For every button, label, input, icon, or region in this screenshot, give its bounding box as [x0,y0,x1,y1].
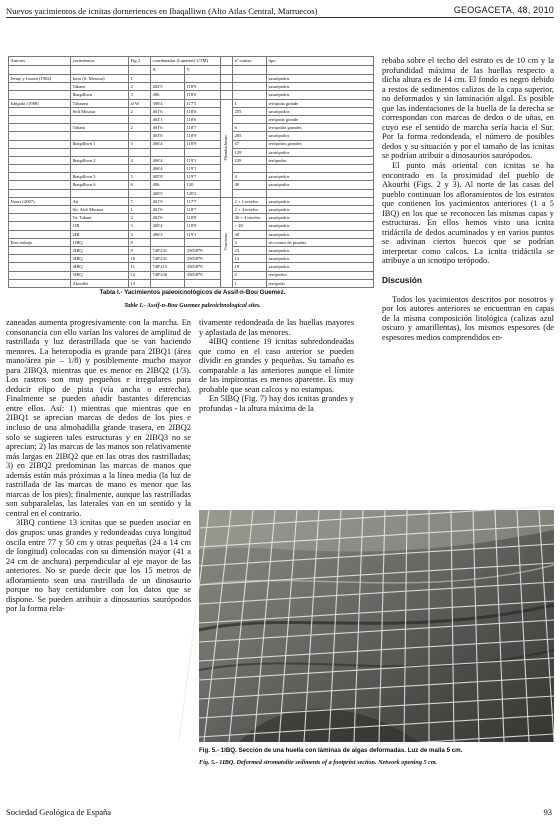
table-cell [71,165,129,173]
col-header-tipo: tipo [267,57,374,66]
table-cell: Ibaqalliwn 2 [71,156,129,164]
table-cell [9,91,71,99]
table-cell: terópoda grande [267,99,374,107]
figure-caption-es: Fig. 5.- 1IBQ. Sección de una huella con láminas de algas deformadas. Luz de malla 5 cm. [199,747,463,754]
table-subheader-row [9,66,374,75]
table-cell: 40 [233,181,267,189]
stage-label: Pliensbachiense [222,134,228,161]
table-row [9,165,374,173]
table-row [9,115,374,123]
table-cell: 2 [129,107,151,115]
table-cell: Ishigaki (1988) [9,99,71,107]
table-cell [151,279,185,287]
table-row [9,206,374,214]
paragraph: zaneadas aumenta progresivamente con la marcha. En consonancia con ello varían los valores de amplitud de rastrillada y luz derastrillada que se van haciendo menores. La heteropodia es grande para 2IBQ1 (área mano/área pie – 1/8) y posiblemente mucho mayor para 2IBQ3, mientras que es menor en 2IBQ2 (1/3). Los rastros son muy pequeños e irregulares para deducir elipo de pista (vía ancha o estrecha). Finalmente se pueden añadir bastantes diferencias entre ellos. Así: 1) mientras que mientras que en 2IBQ1 se aprecian marcas de dedos de los pies e incluso de una almohadilla grande trasera, en 2IBQ2 solo se sugieren tales estructuras y en 2IBQ3 no se aprecian; 2) las marcas de las manos son relativamente más largas en 2IBQ2 que en las otras dos rastrilladas; 3) en 2IBQ2 predominan las marcas de manos que además están más próximas a la línea media (la luz de rastrillada de las marcas de mano es menor que las marcas de los pies); finalmente, aunque las rastrilladas son subparalelas, las laterales van en un sentido y la central en el contrario. [6,318,191,518]
table-cell [9,255,71,263]
table-cell [9,246,71,254]
table-cell: 118'6 [185,107,221,115]
table-cell: 748'215 [151,263,185,271]
table-cell: 401'6 [151,107,185,115]
table-cell: saurópodos [267,230,374,238]
table-cell: 2 [129,124,151,132]
table-cell: Izrar (S. Moussa) [71,75,129,83]
table-row [9,197,374,205]
table-cell [71,132,129,140]
table-cell: terópoda grande [267,115,374,123]
table-cell: 405'8 [151,173,185,181]
table-cell: 120 [185,181,221,189]
table-cell [151,75,185,83]
table-cell: 119'1 [185,230,221,238]
table-row [9,173,374,181]
table-cell: 1 [233,279,267,287]
table-cell: saurópodos [267,206,374,214]
table-cell: 401'6 [151,124,185,132]
table-cell: 3505879 [185,246,221,254]
table-cell: Sidi Moussa [71,107,129,115]
table-cell [185,148,221,156]
table-cell-band [221,99,233,197]
table-cell [129,115,151,123]
table-cell: saurópodos [267,75,374,83]
table-cell: Tabant [71,83,129,91]
table-cell [129,132,151,140]
table-cell: 9 [129,246,151,254]
table-cell: 3IBQ [71,255,129,263]
table-cell: 117'7 [185,197,221,205]
table-caption-en: Table I.- Assif-n-Bou Guemez paleoichnological sites. [124,302,261,309]
table-cell: 19 [233,263,267,271]
figure-caption-en: Fig. 5.- 1IBQ. Deformed stromatolite sediments of a footprint section. Network opening 5 cm. [199,759,438,766]
table-cell: 23 [233,246,267,254]
table-cell: 406'4 [151,165,185,173]
table-cell: Ta. Tabant [71,214,129,222]
table-cell: Ibaqalliwn [71,91,129,99]
table-cell: Akourbi [71,279,129,287]
table-cell [185,279,221,287]
table-cell: > 40 [233,222,267,230]
table-cell: 117'5 [185,99,221,107]
table-row [9,91,374,99]
table-cell [185,238,221,246]
table-row [9,271,374,279]
table-cell [9,206,71,214]
table-cell [233,91,267,99]
table-row [9,124,374,132]
table-cell: terópodas grandes [267,140,374,148]
running-header-title: Nuevos yacimientos de icnitas dorneriences en Ibaqalliwn (Alto Atlas Central, Marruecos) [6,6,318,16]
table-cell [233,165,267,173]
table-cell: 8 [129,238,151,246]
table-cell: Tabant [71,124,129,132]
table-cell: Ait [71,197,129,205]
table-cell [233,189,267,197]
table-cell [9,132,71,140]
table-cell: 13 [233,255,267,263]
table-cell [9,173,71,181]
table-cell: 10 [129,255,151,263]
table-cell: Nouri (2007) [9,197,71,205]
table-cell: saurópodos [267,132,374,140]
table-cell: 118'8 [185,214,221,222]
table-cell: 1IB [71,222,129,230]
table-cell: 6 [233,124,267,132]
table-cell [233,115,267,123]
table-cell: saurópodos [267,107,374,115]
table-cell [9,181,71,189]
table-cell: 401'9 [151,197,185,205]
table-cell: saurópodos [267,263,374,271]
stage-label: Toarciense [222,233,228,251]
table-cell: 748'231 [151,246,185,254]
col-subheader-x: X [151,66,185,75]
table-cell: 118'9 [185,140,221,148]
table-row [9,99,374,107]
paragraph: tivamente redondeada de las huellas mayores y aplastada de las menores. [199,318,354,337]
header-rule [6,17,554,18]
table-cell: 3505879 [185,271,221,279]
table-row [9,238,374,246]
page-number: 93 [543,807,552,817]
table-row [9,230,374,238]
table-cell: terópodos [267,271,374,279]
footprint-section-photo [199,510,554,742]
table-cell: 748'236 [151,271,185,279]
table-cell [129,148,151,156]
table-cell: terópodas grandes [267,124,374,132]
text-column-2 [199,318,354,413]
table-cell: 401'6 [151,206,185,214]
table-cell: 119'1 [185,165,221,173]
table-cell: 406 [151,181,185,189]
table-cell [9,156,71,164]
col-header-icnitas: nº icnitas [233,57,267,66]
table-row [9,222,374,230]
table-cell: 239 [233,156,267,164]
table-cell: 36 + 4 niveles [233,214,267,222]
table-cell: Jenny y Jossen (1982) [9,75,71,83]
footer-publisher: Sociedad Geológica de España [6,807,112,817]
table-cell [9,115,71,123]
table-row [9,189,374,197]
table-cell: 120'2 [185,189,221,197]
table-cell: 118'9 [185,222,221,230]
col-header-coordenadas: coordenadas (Lambert) UTM) [151,57,221,66]
col-header-yacimientos: yacimientos [71,57,129,66]
table-row [9,140,374,148]
table-cell: 2 + 1 niveles [233,197,267,205]
table-cell: saurópodos [267,181,374,189]
table-cell [9,148,71,156]
table-cell: 406'5 [151,189,185,197]
table-row [9,75,374,83]
table-cell: 398'4 [151,99,185,107]
table-cell: 129 [233,148,267,156]
table-cell: 118'7 [185,124,221,132]
section-heading: Discusión [382,275,423,286]
table-cell: 255 [233,107,267,115]
table-cell: Ibaqalliwn 6 [71,181,129,189]
table-cell: saurópodos [267,222,374,230]
table-cell: secciones de pisadas [267,238,374,246]
table-cell: 118'6 [185,91,221,99]
table-cell: 402'6 [151,214,185,222]
table-row [9,148,374,156]
table-cell: 11 [129,263,151,271]
table-caption-es: Tabla I.- Yacimientos paleoicnológicos de Assif-n-Bou Guemez. [99,289,286,296]
table-cell: 13 [129,279,151,287]
table-cell [9,189,71,197]
table-cell [151,148,185,156]
table-cell [129,165,151,173]
table-cell [9,83,71,91]
table-cell: 4 [233,173,267,181]
table-cell-band [221,91,233,99]
sites-table-container [8,56,373,286]
table-cell: 2 + 4 niveles [233,206,267,214]
table-cell: 5 [129,173,151,181]
table-cell: 406'4 [151,156,185,164]
table-cell: al W [129,99,151,107]
table-cell: saurópodos [267,91,374,99]
table-cell: saurópodos [267,83,374,91]
table-cell: 1 [129,75,151,83]
table-cell: saurópodos [267,255,374,263]
table-cell: 119'7 [185,173,221,181]
table-cell: 2 [129,214,151,222]
table-row [9,107,374,115]
col-header-autores: Autores [9,57,71,66]
photo-illustration [199,510,554,742]
journal-header: GEOGACETA, 48, 2010 [453,5,554,15]
table-cell: 2 [129,83,151,91]
table-cell: 5IBQ [71,271,129,279]
table-cell: 1 [233,99,267,107]
table-cell: 3 [233,238,267,246]
table-cell: 402'1 [151,115,185,123]
col-header-fig: Fig 2 [129,57,151,66]
table-row [9,83,374,91]
table-cell: terópodas [267,156,374,164]
table-cell [267,165,374,173]
table-cell: saurópodos [267,148,374,156]
table-cell: 406'4 [151,222,185,230]
table-header-row [9,57,374,66]
table-cell: 748'231 [151,255,185,263]
col-subheader-y: Y [185,66,221,75]
table-cell [9,140,71,148]
table-cell: Ibaqalliwn 5 [71,173,129,181]
table-cell [9,222,71,230]
table-cell: 118'9 [185,132,221,140]
table-cell: 3505879 [185,263,221,271]
table-cell [9,107,71,115]
paragraph: Todos los yacimientos descritos por nosotros y por los autores anteriores se encuentran en capas de la misma composición litológica (calizas azul oscuro y amarillentas), los mismos espesores (de espesores medios comprendidos en- [382,294,554,342]
table-cell [71,189,129,197]
table-cell: 1 [129,206,151,214]
table-row [9,279,374,287]
table-cell: 119'1 [185,156,221,164]
table-cell: 3505879 [185,255,221,263]
table-cell: Talsnant [71,99,129,107]
table-cell: 3 [129,222,151,230]
paragraph: 4IBQ contiene 19 icnitas subredondeadas que como en el caso anterior se pueden dividir en grandes y pequeñas. Su tamaño es comparable a las anteriores aunque el límite de las impirontas es menos aparente. Es muy probable que sean calcos y no estampas. [199,337,354,394]
table-row [9,255,374,263]
table-cell: 403'0 [151,132,185,140]
table-cell [9,165,71,173]
table-cell: 118'7 [185,206,221,214]
table-row [9,246,374,254]
table-cell: 7 [129,197,151,205]
table-cell: 406'3 [151,230,185,238]
table-row [9,156,374,164]
table-cell: 3 [129,230,151,238]
col-header-band [221,57,233,66]
table-cell: saurópodos [267,173,374,181]
table-cell: 2 [233,271,267,279]
table-cell [267,189,374,197]
paragraph: En 5IBQ (Fig. 7) hay dos icnitas grandes y profundas - la altura máxima de la [199,394,354,413]
table-cell: saurópodos [267,197,374,205]
table-cell: 118'9 [185,83,221,91]
table-cell [9,263,71,271]
table-row [9,132,374,140]
table-row [9,214,374,222]
table-cell: 406 [151,91,185,99]
table-cell: 3 [129,91,151,99]
table-cell: 118'6 [185,115,221,123]
table-cell [185,75,221,83]
table-cell: Ibaqalliwn 1 [71,140,129,148]
table-cell [9,230,71,238]
table-cell-band [221,75,233,83]
table-cell-band [221,197,233,287]
table-cell: saurópodos [267,214,374,222]
table-cell: 2IB [71,230,129,238]
table-cell: 3 [129,140,151,148]
table-cell: 47 [233,140,267,148]
table-cell: saurópodos [267,246,374,254]
table-cell [71,148,129,156]
table-cell [9,271,71,279]
table-cell [9,124,71,132]
table-cell: 406'4 [151,140,185,148]
table-cell: 402'5 [151,83,185,91]
table-cell-band [221,83,233,91]
table-cell: Sti. Aidi Moussa [71,206,129,214]
table-cell: 1IBQ [71,238,129,246]
table-cell [233,75,267,83]
table-row [9,263,374,271]
table-cell [9,279,71,287]
table-cell: 12 [129,271,151,279]
table-cell: 205 [233,132,267,140]
table-cell: 2IBQ [71,246,129,254]
table-cell [151,238,185,246]
table-row [9,181,374,189]
table-cell: terópodo [267,279,374,287]
paragraph: El punto más oriental con icnitas se ha encontrado en la proximidad del pueblo de Akourbi (Figs. 2 y 3). Al norte de las casas del pueblo continuan los afloramientos de los estratos que contienen los yacimientos anteriores (1 a 5 IBQ) en los que se reconocen las mismas capas y estructuras. En ellos hemos visto una icnita tridáctila de dedos acuminados y en varios puntos se adivinan ciertos huecos que se podrían interpretar como calcos. La icnita tridáctila se atribuye a un icnotipo terópodo. [382,161,554,266]
table-cell [9,214,71,222]
paragraph: 3IBQ contiene 13 icnitas que se pueden asociar en dos grupos: unas grandes y redondeadas cuya longitud oscila entre 77 y 50 cm y otras pequeñas (24 a 14 cm de longitud) colocadas con su dimensión mayor (41 a 24 cm de anchura) perpendicular al eje mayor de las anteriores. No se puede decir que los 15 metros de afloramiento sean una rastrillada de un dinosaurio porque no hay certidumbre con los datos que se dispone. Se pueden atribuir a dinosaurios saurópodos por la forma rela- [6,518,191,614]
table-cell [129,189,151,197]
table-cell [71,115,129,123]
sites-table [8,56,374,288]
text-column-1 [6,318,191,614]
table-cell [233,83,267,91]
table-cell: 40 [233,230,267,238]
table-body [9,75,374,288]
text-column-3 [382,56,554,342]
table-cell: 4 [129,156,151,164]
table-cell: Este trabajo [9,238,71,246]
table-cell: 4IBQ [71,263,129,271]
paragraph: rebaba sobre el techo del estrato es de 10 cm y la profundidad máxima de las huellas respecto a dicha altura es de 14 cm. El fondo es negro debido a restos de sedimentos calizos de la capa superior, no deformados y sin laminación algal. Es posible que las indentaciones de la huella de la derecha se correspondan con marcas de dedos o de uñas, en cuyo ese el sentido de marcha sería hacia el Sur. Por la forma redondeada, el número de posibles dedos y su situación y por el tamaño de las icnitas se podrían atribuir a dinosaurios saurópodos. [382,56,554,161]
table-cell: 6 [129,181,151,189]
